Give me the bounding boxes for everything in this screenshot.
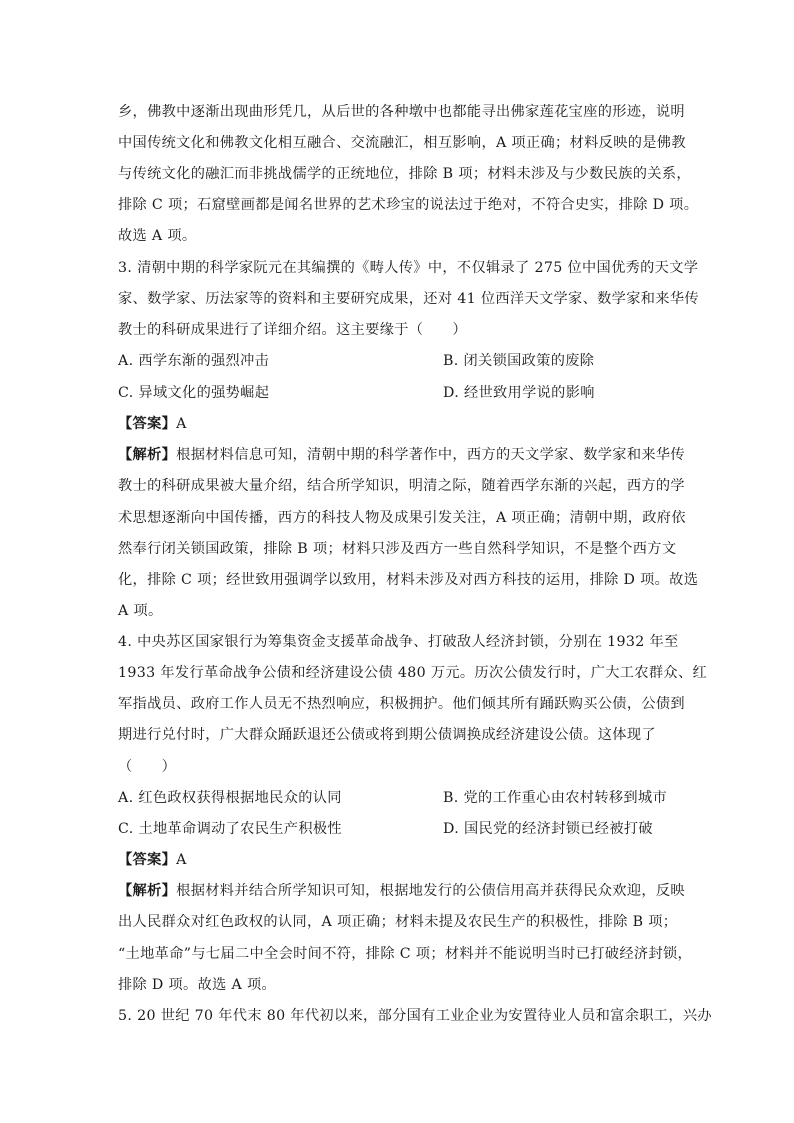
option-d: D. 国民党的经济封锁已经被打破 (443, 821, 653, 837)
option-c: C. 土地革命调动了农民生产积极性 (118, 821, 342, 837)
option-b: B. 党的工作重心由农村转移到城市 (443, 790, 668, 806)
answer-value: A (176, 852, 187, 868)
analysis-line: 排除 D 项。故选 A 项。 (118, 977, 277, 993)
question-stem: 5. 20 世纪 70 年代末 80 年代初以来，部分国有工业企业为安置待业人员和富余职工，兴办 (118, 1008, 712, 1024)
option-c: C. 异域文化的强势崛起 (118, 385, 270, 401)
question-stem: 4. 中央苏区国家银行为筹集资金支援革命战争、打破敌人经济封锁，分别在 1932 年至 (118, 634, 679, 650)
answer-value: A (176, 416, 187, 432)
analysis-line: 教士的科研成果被大量介绍，结合所学知识，明清之际，随着西学东渐的兴起，西方的学 (118, 478, 685, 494)
question-stem: （ ） (118, 759, 177, 775)
analysis-line: 术思想逐渐向中国传播，西方的科技人物及成果引发关注，A 项正确；清朝中期，政府依 (118, 510, 686, 526)
answer-line (118, 850, 187, 870)
analysis-text: 根据材料并结合所学知识可知，根据地发行的公债信用高并获得民众欢迎，反映 (176, 883, 685, 899)
answer-tag: 【答案】 (118, 852, 177, 868)
option-a: A. 西学东渐的强烈冲击 (118, 353, 270, 369)
text-line: 与传统文化的融汇而非挑战儒学的正统地位，排除 B 项；材料未涉及与少数民族的关系， (118, 166, 691, 182)
analysis-tag: 【解析】 (118, 447, 177, 463)
analysis-line: 出人民群众对红色政权的认同，A 项正确；材料未提及农民生产的积极性，排除 B 项； (118, 914, 678, 930)
analysis-line: A 项。 (118, 603, 163, 619)
question-stem: 期进行兑付时，广大群众踊跃退还公债或将到期公债调换成经济建设公债。这体现了 (118, 727, 656, 743)
question-stem: 教士的科研成果进行了详细介绍。这主要缘于（ ） (118, 322, 467, 338)
analysis-line: 然奉行闭关锁国政策，排除 B 项；材料只涉及西方一些自然科学知识，不是整个西方文 (118, 541, 677, 557)
option-d: D. 经世致用学说的影响 (443, 385, 595, 401)
question-stem: 1933 年发行革命战争公债和经济建设公债 480 万元。历次公债发行时，广大工农群众、红 (118, 665, 708, 681)
analysis-line (118, 881, 685, 901)
text-line: 中国传统文化和佛教文化相互融合、交流融汇，相互影响，A 项正确；材料反映的是佛教 (118, 135, 686, 151)
analysis-line: 化，排除 C 项；经世致用强调学以致用，材料未涉及对西方科技的运用，排除 D 项。故选 (118, 572, 699, 588)
option-a: A. 红色政权获得根据地民众的认同 (118, 790, 342, 806)
answer-tag: 【答案】 (118, 416, 177, 432)
text-line: 排除 C 项；石窟壁画都是闻名世界的艺术珍宝的说法过于绝对，不符合史实，排除 D 项。 (118, 197, 699, 213)
question-stem: 军指战员、政府工作人员无不热烈响应，积极拥护。他们倾其所有踊跃购买公债，公债到 (118, 696, 685, 712)
answer-line (118, 414, 187, 434)
text-line: 故选 A 项。 (118, 228, 197, 244)
analysis-text: 根据材料信息可知，清朝中期的科学著作中，西方的天文学家、数学家和来华传 (176, 447, 685, 463)
analysis-tag: 【解析】 (118, 883, 177, 899)
analysis-line (118, 445, 685, 465)
analysis-line: “土地革命”与七届二中全会时间不符，排除 C 项；材料并不能说明当时已打破经济封锁， (118, 946, 693, 962)
option-b: B. 闭关锁国政策的废除 (443, 353, 595, 369)
text-line: 乡，佛教中逐渐出现曲形凭几，从后世的各种墩中也都能寻出佛家莲花宝座的形迹，说明 (118, 104, 685, 120)
question-stem: 家、数学家、历法家等的资料和主要研究成果，还对 41 位西洋天文学家、数学家和来华传 (118, 291, 699, 307)
question-stem: 3. 清朝中期的科学家阮元在其编撰的《畴人传》中，不仅辑录了 275 位中国优秀的天文学 (118, 260, 699, 276)
